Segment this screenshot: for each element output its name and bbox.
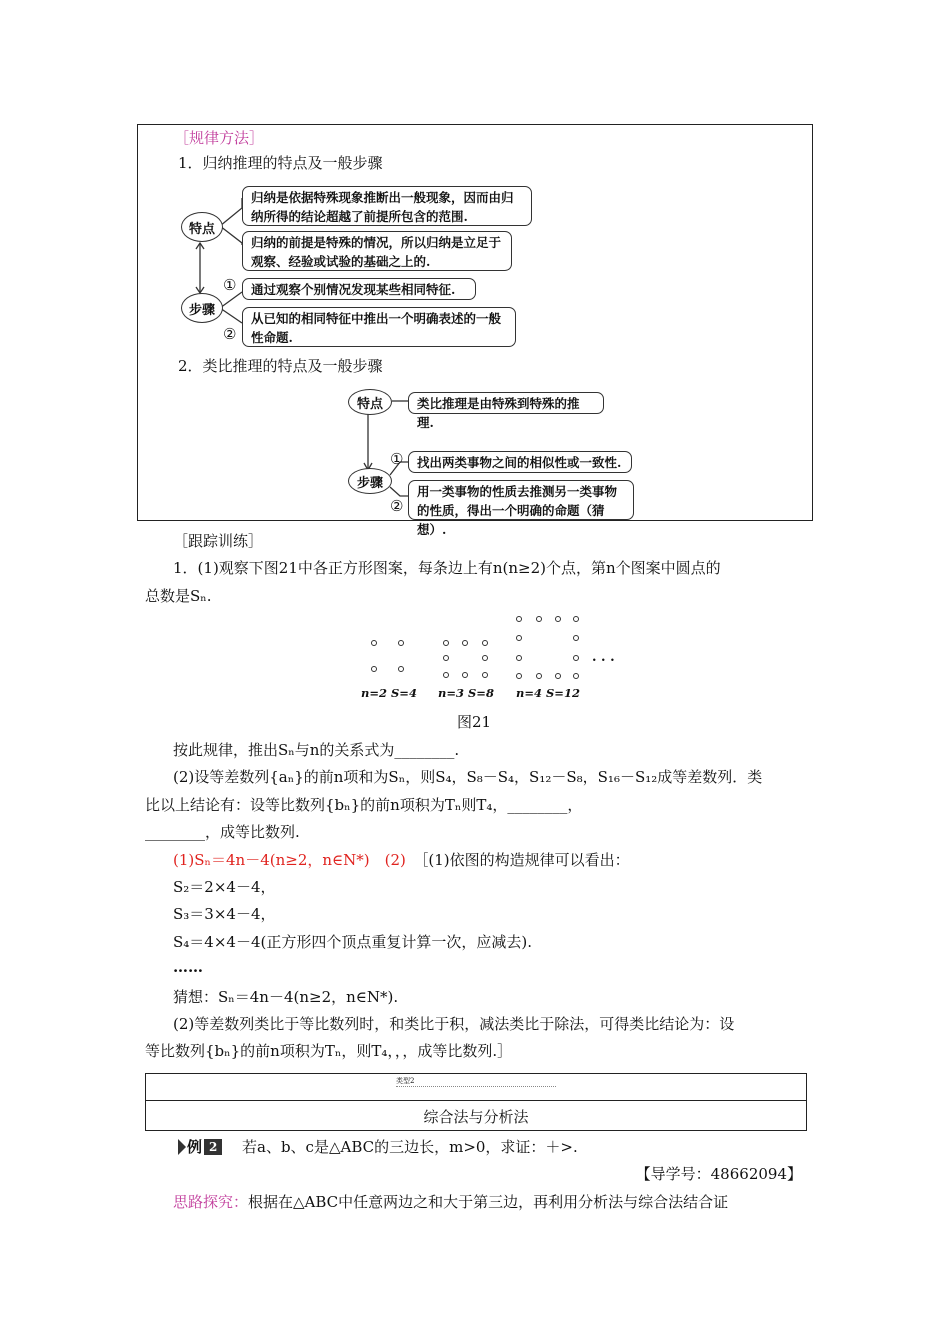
dot <box>536 673 542 679</box>
answer-line-2: S₃＝3×4－4， <box>173 905 276 923</box>
d2-feature-box: 类比推理是由特殊到特殊的推理. <box>408 392 604 414</box>
dot <box>482 640 488 646</box>
dot <box>555 616 561 622</box>
method-heading: ［规律方法］ <box>174 129 265 147</box>
thinking-text: 根据在△ABC中任意两边之和大于第三边，再利用分析法与综合法结合证 <box>248 1193 729 1211</box>
guide-number: 【导学号：48662094】 <box>635 1165 802 1183</box>
figure-ellipsis: . . . <box>592 650 615 665</box>
figure-label-3: n=4 S=12 <box>516 686 580 700</box>
d2-steps-oval: 步骤 <box>348 468 392 494</box>
method-box <box>137 124 813 537</box>
d1-feature-box-2: 归纳的前提是特殊的情况，所以归纳是立足于观察、经验或试验的基础之上的. <box>242 231 512 271</box>
dot <box>555 673 561 679</box>
dot <box>516 673 522 679</box>
d1-step-box-2: 从已知的相同特征中推出一个明确表述的一般性命题. <box>242 307 516 347</box>
thinking-label: 思路探究： <box>173 1193 249 1211</box>
dot <box>462 672 468 678</box>
dot <box>573 655 579 661</box>
q1-line2: 总数是Sₙ. <box>145 587 212 605</box>
dot <box>443 640 449 646</box>
example-text: 若a、b、c是△ABC的三边长，m>0，求证：＋>. <box>242 1138 578 1156</box>
answer-line-5: 猜想：Sₙ＝4n－4(n≥2，n∈N*). <box>173 988 399 1006</box>
dot <box>443 672 449 678</box>
dot <box>398 666 404 672</box>
dot <box>516 616 522 622</box>
answer-line-3: S₄＝4×4－4(正方形四个顶点重复计算一次，应减去). <box>173 933 532 951</box>
dot <box>443 655 449 661</box>
d2-step-mark-2: ② <box>390 497 404 515</box>
answer-bracket-start: ［(1)依图的构造规律可以看出： <box>420 851 630 869</box>
dot <box>482 672 488 678</box>
dot <box>371 640 377 646</box>
dot <box>398 640 404 646</box>
d2-step-box-2: 用一类事物的性质去推测另一类事物的性质，得出一个明确的命题（猜想）. <box>408 480 634 520</box>
training-heading: ［跟踪训练］ <box>173 532 264 550</box>
d2-step-box-1: 找出两类事物之间的相似性或一致性. <box>408 451 632 473</box>
dot <box>462 640 468 646</box>
d2-feature-oval: 特点 <box>348 389 392 415</box>
d1-step-mark-1: ① <box>223 276 237 294</box>
dot <box>573 616 579 622</box>
dot <box>573 673 579 679</box>
d1-feature-oval: 特点 <box>181 212 223 242</box>
d1-step-box-1: 通过观察个别情况发现某些相同特征. <box>242 278 476 300</box>
q2-line1: (2)设等差数列{aₙ}的前n项和为Sₙ，则S₄，S₈－S₄，S₁₂－S₈，S₁₆－S₁₂成等差数列．类 <box>173 768 763 786</box>
section-tag: 类型2 <box>396 1076 556 1087</box>
answer-line-4: …… <box>173 958 203 976</box>
section-title: 综合法与分析法 <box>423 1108 529 1126</box>
answer-line-1: S₂＝2×4－4， <box>173 878 276 896</box>
d1-steps-oval: 步骤 <box>181 293 223 323</box>
d2-step-mark-1: ① <box>390 450 404 468</box>
item2-title: 2．类比推理的特点及一般步骤 <box>178 357 383 375</box>
q1-line3: 按此规律，推出Sₙ与n的关系式为________. <box>173 741 460 759</box>
q1-line1: 1．(1)观察下图21中各正方形图案，每条边上有n(n≥2)个点，第n个图案中圆点的 <box>173 559 721 577</box>
figure-21 <box>340 610 640 705</box>
answer-summary: (1)Sₙ＝4n－4(n≥2，n∈N*) (2) <box>173 851 406 869</box>
example-badge-num: 2 <box>204 1139 222 1155</box>
example-badge-text: 例 <box>187 1138 203 1156</box>
item1-title: 1．归纳推理的特点及一般步骤 <box>178 154 383 172</box>
triangle-icon <box>178 1139 186 1155</box>
q2-line3: ________，成等比数列. <box>145 823 300 841</box>
dot <box>371 666 377 672</box>
example-badge <box>178 1136 222 1157</box>
q2-line2: 比以上结论有：设等比数列{bₙ}的前n项积为Tₙ则T₄，________， <box>145 796 583 814</box>
figure-caption: 图21 <box>457 713 492 731</box>
figure-label-1: n=2 S=4 <box>361 686 417 700</box>
section-header-table <box>145 1073 807 1131</box>
answer-line-7: 等比数列{bₙ}的前n项积为Tₙ，则T₄，，，成等比数列.］ <box>145 1042 513 1060</box>
dot <box>482 655 488 661</box>
figure-label-2: n=3 S=8 <box>438 686 494 700</box>
answer-line-6: (2)等差数列类比于等比数列时，和类比于积，减法类比于除法，可得类比结论为：设 <box>173 1015 735 1033</box>
d1-step-mark-2: ② <box>223 325 237 343</box>
dot <box>516 635 522 641</box>
dot <box>536 616 542 622</box>
d1-feature-box-1: 归纳是依据特殊现象推断出一般现象，因而由归纳所得的结论超越了前提所包含的范围. <box>242 186 532 226</box>
dot <box>516 655 522 661</box>
dot <box>573 635 579 641</box>
